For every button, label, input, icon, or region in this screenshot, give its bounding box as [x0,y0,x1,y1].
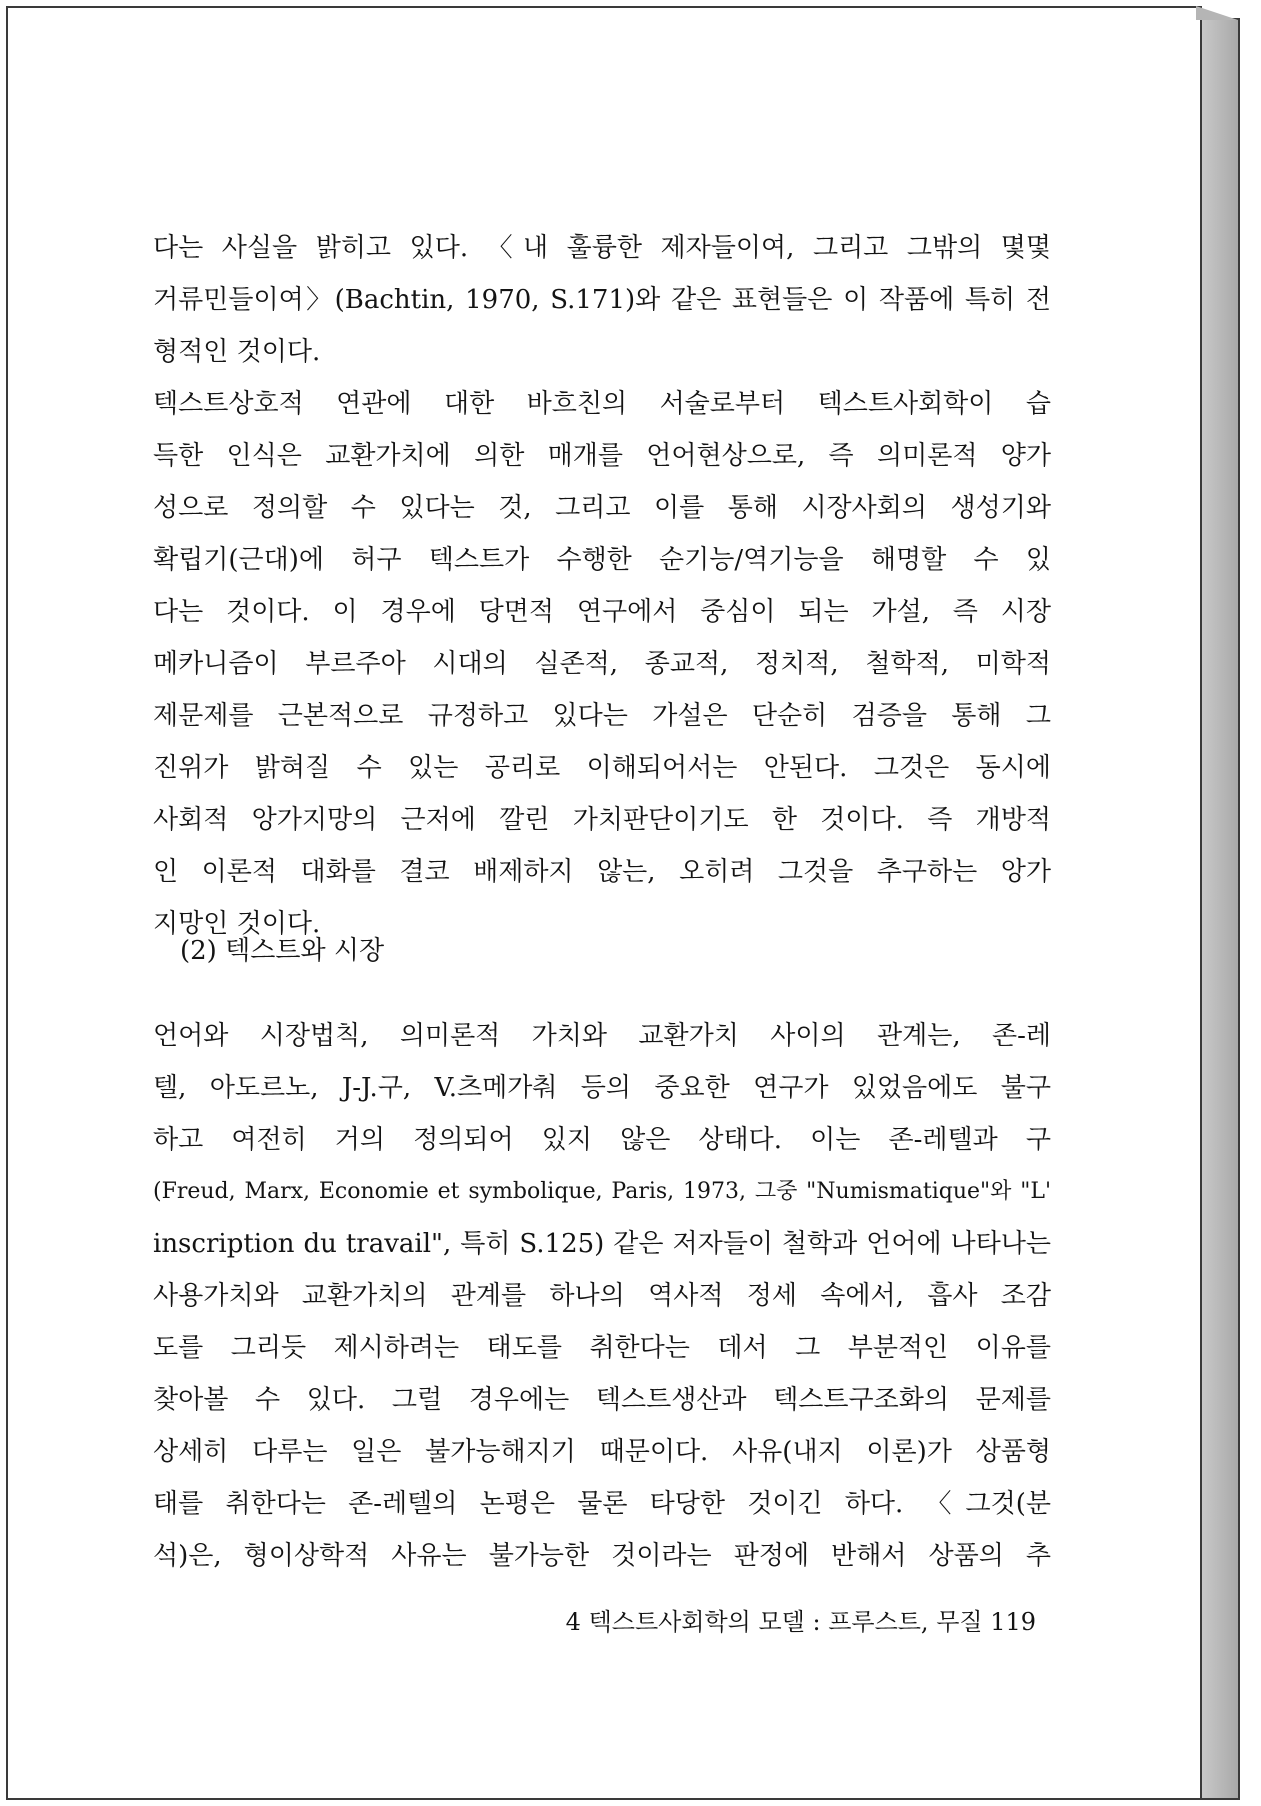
section-heading: (2) 텍스트와 시장 [180,936,385,966]
page-stack-edge [1202,18,1240,1800]
text-line: (Freud, Marx, Economie et symbolique, Paris, 1973, 그중 "Numismatique"와 "L' [153,1179,1051,1204]
text-line: 형적인 것이다. [153,337,321,367]
text-line: 석)은, 형이상학적 사유는 불가능한 것이라는 판정에 반해서 상품의 추 [153,1541,1051,1571]
paragraph-2 [153,378,1051,950]
text-line: 도를 그리듯 제시하려는 태도를 취한다는 데서 그 부분적인 이유를 [153,1333,1051,1363]
paragraph-3 [153,1010,1051,1582]
text-line: 인 이론적 대화를 결코 배제하지 않는, 오히려 그것을 추구하는 앙가 [153,857,1051,887]
text-line: 텔, 아도르노, J-J.구, V.츠메가춰 등의 중요한 연구가 있었음에도 불구 [153,1073,1051,1103]
text-line: 거류민들이여〉(Bachtin, 1970, S.171)와 같은 표현들은 이 작품에 특히 전 [153,285,1051,315]
page-stack-corner [1196,6,1238,20]
text-line: 상세히 다루는 일은 불가능해지기 때문이다. 사유(내지 이론)가 상품형 [153,1437,1051,1467]
paragraph-1 [153,222,1051,378]
text-line: 다는 사실을 밝히고 있다. 〈내 훌륭한 제자들이여, 그리고 그밖의 몇몇 [153,233,1051,263]
text-line: 하고 여전히 거의 정의되어 있지 않은 상태다. 이는 존-레텔과 구 [153,1125,1051,1155]
text-line: 득한 인식은 교환가치에 의한 매개를 언어현상으로, 즉 의미론적 양가 [153,441,1051,471]
text-line: inscription du travail", 특히 S.125) 같은 저자들이 철학과 언어에 나타나는 [153,1229,1051,1259]
text-line: 메카니즘이 부르주아 시대의 실존적, 종교적, 정치적, 철학적, 미학적 [153,649,1051,679]
text-line: 다는 것이다. 이 경우에 당면적 연구에서 중심이 되는 가설, 즉 시장 [153,597,1051,627]
text-line: 성으로 정의할 수 있다는 것, 그리고 이를 통해 시장사회의 생성기와 [153,493,1051,523]
text-line: 찾아볼 수 있다. 그럴 경우에는 텍스트생산과 텍스트구조화의 문제를 [153,1385,1051,1415]
text-line: 제문제를 근본적으로 규정하고 있다는 가설은 단순히 검증을 통해 그 [153,701,1051,731]
text-line: 사용가치와 교환가치의 관계를 하나의 역사적 정세 속에서, 흡사 조감 [153,1281,1051,1311]
text-line: 텍스트상호적 연관에 대한 바흐친의 서술로부터 텍스트사회학이 습 [153,389,1051,419]
body-text-top [153,222,1051,950]
running-footer: 4 텍스트사회학의 모델 : 프루스트, 무질 119 [565,1608,1036,1636]
text-line: 지망인 것이다. [153,909,321,939]
text-line: 사회적 앙가지망의 근저에 깔린 가치판단이기도 한 것이다. 즉 개방적 [153,805,1051,835]
body-text-bottom [153,1010,1051,1582]
text-line: 확립기(근대)에 허구 텍스트가 수행한 순기능/역기능을 해명할 수 있 [153,545,1051,575]
text-line: 진위가 밝혀질 수 있는 공리로 이해되어서는 안된다. 그것은 동시에 [153,753,1051,783]
text-line: 언어와 시장법칙, 의미론적 가치와 교환가치 사이의 관계는, 존-레 [153,1021,1051,1051]
text-line: 태를 취한다는 존-레텔의 논평은 물론 타당한 것이긴 하다. 〈그것(분 [153,1489,1051,1519]
